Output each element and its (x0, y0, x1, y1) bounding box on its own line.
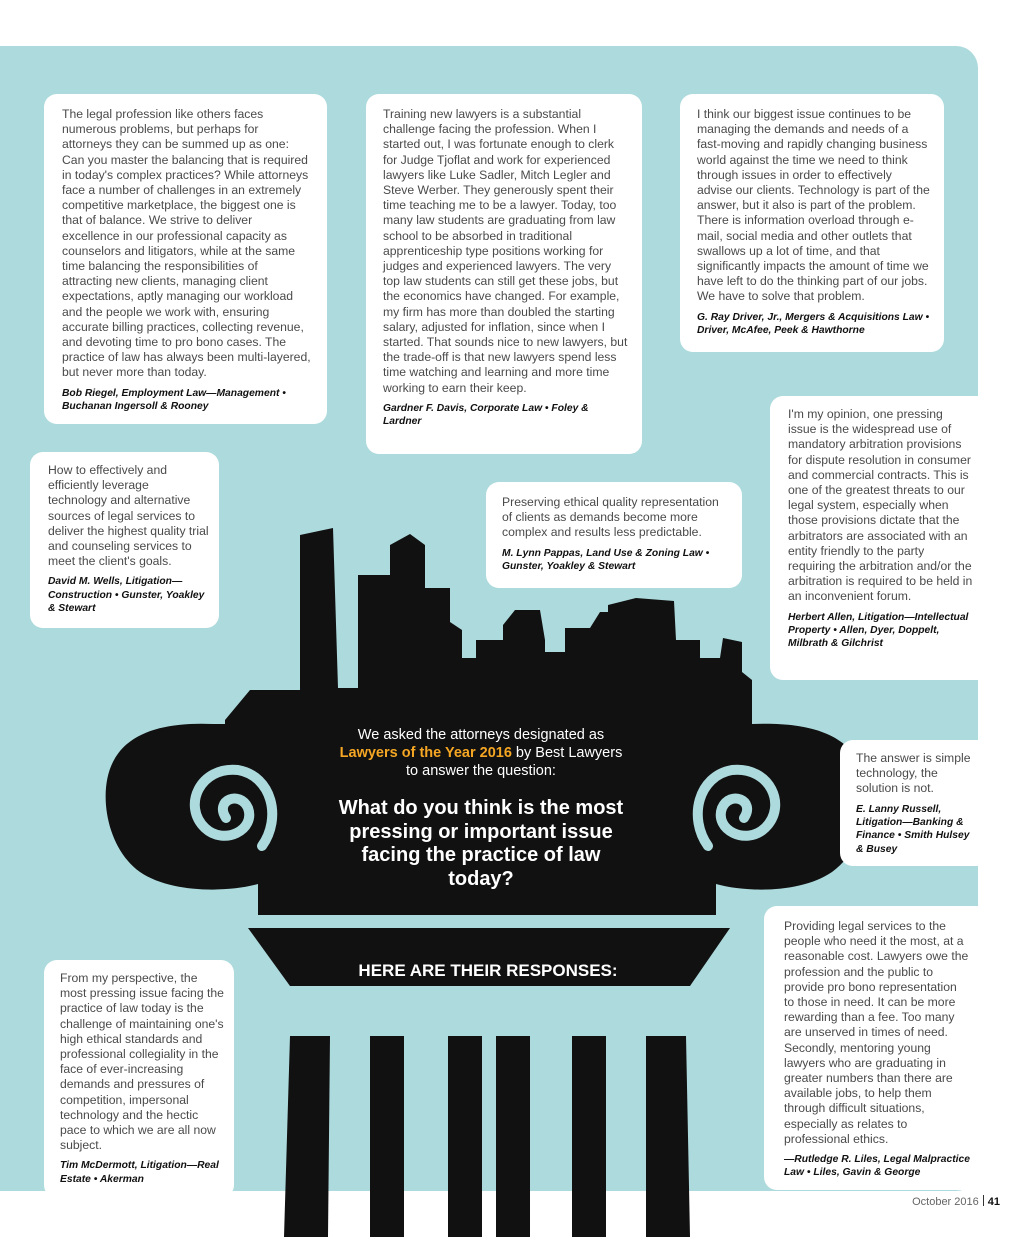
column-flute (646, 1036, 690, 1237)
intro-text (336, 726, 626, 780)
quote-card-driver (680, 94, 944, 352)
quote-attribution: Bob Riegel, Employment Law—Management • Buchanan Ingersoll & Rooney (62, 387, 286, 413)
quote-attribution: G. Ray Driver, Jr., Mergers & Acquisitions Law • Driver, McAfee, Peek & Hawthorne (697, 311, 930, 337)
quote-card-mcdermott (44, 960, 234, 1198)
issue-date: October 2016 (912, 1196, 979, 1208)
footer-divider (983, 1195, 984, 1206)
responses-heading: HERE ARE THEIR RESPONSES: (358, 961, 618, 980)
quote-card-riegel (44, 94, 327, 424)
quote-text: Preserving ethical quality representation of clients as demands become more complex and results less predictable. (502, 495, 719, 540)
quote-text: The legal profession like others faces numerous problems, but perhaps for attorneys they can be summed up as one: Can you master the balancing that is required in today's complex practices? While attorneys face a number of challenges in an extremely competitive marketplace, the biggest one is that of balance. We strive to deliver excellence in our professional capacity as counselors and litigators, while at the same time balancing the responsibilities of attracting new clients, managing client expectations, aptly managing our workload and the people we work with, ensuring accurate billing practices, collecting revenue, and devoting time to pro bono cases. The practice of law has always been multi-layered, but never more than today. (62, 107, 311, 380)
column-flute (370, 1036, 404, 1237)
quote-card-davis (366, 94, 642, 454)
quote-attribution: David M. Wells, Litigation—Construction • Gunster, Yoakley & Stewart (48, 576, 205, 615)
quote-text: How to effectively and efficiently leverage technology and alternative sources of legal services to deliver the highest quality trial and counseling services to meet the client's goals. (48, 463, 209, 569)
column-flute (496, 1036, 530, 1237)
award-highlight: Lawyers of the Year 2016 (339, 745, 512, 761)
survey-question: What do you think is the most pressing or important issue facing the practice of law today? (338, 797, 624, 890)
quote-text: Providing legal services to the people who need it the most, at a reasonable cost. Lawyers owe the profession and the public to provide pro bono representation to those in need. It can be more rewarding than a fee. Too many are unserved in times of need. Secondly, mentoring young lawyers who are graduating in greater numbers than there are available jobs, to help them through difficult situations, especially as relates to professional ethics. (784, 919, 969, 1146)
quote-text: From my perspective, the most pressing issue facing the practice of law today is the challenge of maintaining one's high ethical standards and professional collegiality in the face of ever-increasing demands and pressures of competition, impersonal technology and the hectic pace to which we are all now subject. (60, 971, 224, 1153)
quote-text: I think our biggest issue continues to be managing the demands and needs of a fast-moving and rapidly changing business world against the time we need to think through issues in order to effectively advise our clients. Technology is part of the answer, but it also is part of the problem. There is information overload through e-mail, social media and other outlets that swallows up a lot of time, and that significantly impacts the amount of time we have left to do the thinking part of our jobs. We have to solve that problem. (697, 107, 930, 304)
quote-card-pappas (486, 482, 742, 588)
page-footer (880, 1195, 1000, 1208)
quote-card-russell (840, 740, 978, 866)
quote-card-wells (30, 452, 219, 628)
quote-text: I'm my opinion, one pressing issue is the widespread use of mandatory arbitration provisions for dispute resolution in consumer and commercial contracts. This is one of the greatest threats to our legal system, especially when those provisions dictate that the arbitrators are associated with an entity friendly to the party requiring the arbitration and/or the arbitration is required to be held in an inconvenient forum. (788, 407, 973, 604)
quote-card-liles (764, 906, 978, 1190)
page-number: 41 (987, 1196, 1000, 1208)
column-flute (284, 1036, 330, 1237)
quote-card-allen (770, 396, 978, 680)
quote-text: Training new lawyers is a substantial challenge facing the profession. When I started out, I was fortunate enough to clerk for Judge Tjoflat and work for experienced lawyers like Luke Sadler, Mitch Legler and Steve Werber. They generously spent their time teaching me to be a lawyer. Today, too many law students are graduating from law school to be absorbed in traditional apprenticeship type positions working for judges and experienced lawyers. The very top law students can still get these jobs, but the economics have changed. For example, my firm has more than doubled the starting salary, adjusted for inflation, since when I started. That sounds nice to new lawyers, but the trade-off is that new lawyers spend less time watching and learning and more time working to earn their keep. (383, 107, 628, 395)
intro-line-2: by Best Lawyers to answer the question: (406, 745, 623, 779)
quote-attribution: E. Lanny Russell, Litigation—Banking & Finance • Smith Hulsey & Busey (856, 803, 970, 855)
column-flute (572, 1036, 606, 1237)
intro-line-1: We asked the attorneys designated as (357, 727, 605, 743)
quote-attribution: M. Lynn Pappas, Land Use & Zoning Law • Gunster, Yoakley & Stewart (502, 547, 710, 573)
quote-attribution: Gardner F. Davis, Corporate Law • Foley & Lardner (383, 402, 589, 428)
quote-attribution: Tim McDermott, Litigation—Real Estate • Akerman (60, 1160, 219, 1185)
quote-attribution: —Rutledge R. Liles, Legal Malpractice Law • Liles, Gavin & George (784, 1154, 970, 1179)
column-flute (448, 1036, 482, 1237)
quote-text: The answer is simple technology, the solution is not. (856, 751, 971, 796)
quote-attribution: Herbert Allen, Litigation—Intellectual Property • Allen, Dyer, Doppelt, Milbrath & Gilchrist (788, 611, 969, 650)
